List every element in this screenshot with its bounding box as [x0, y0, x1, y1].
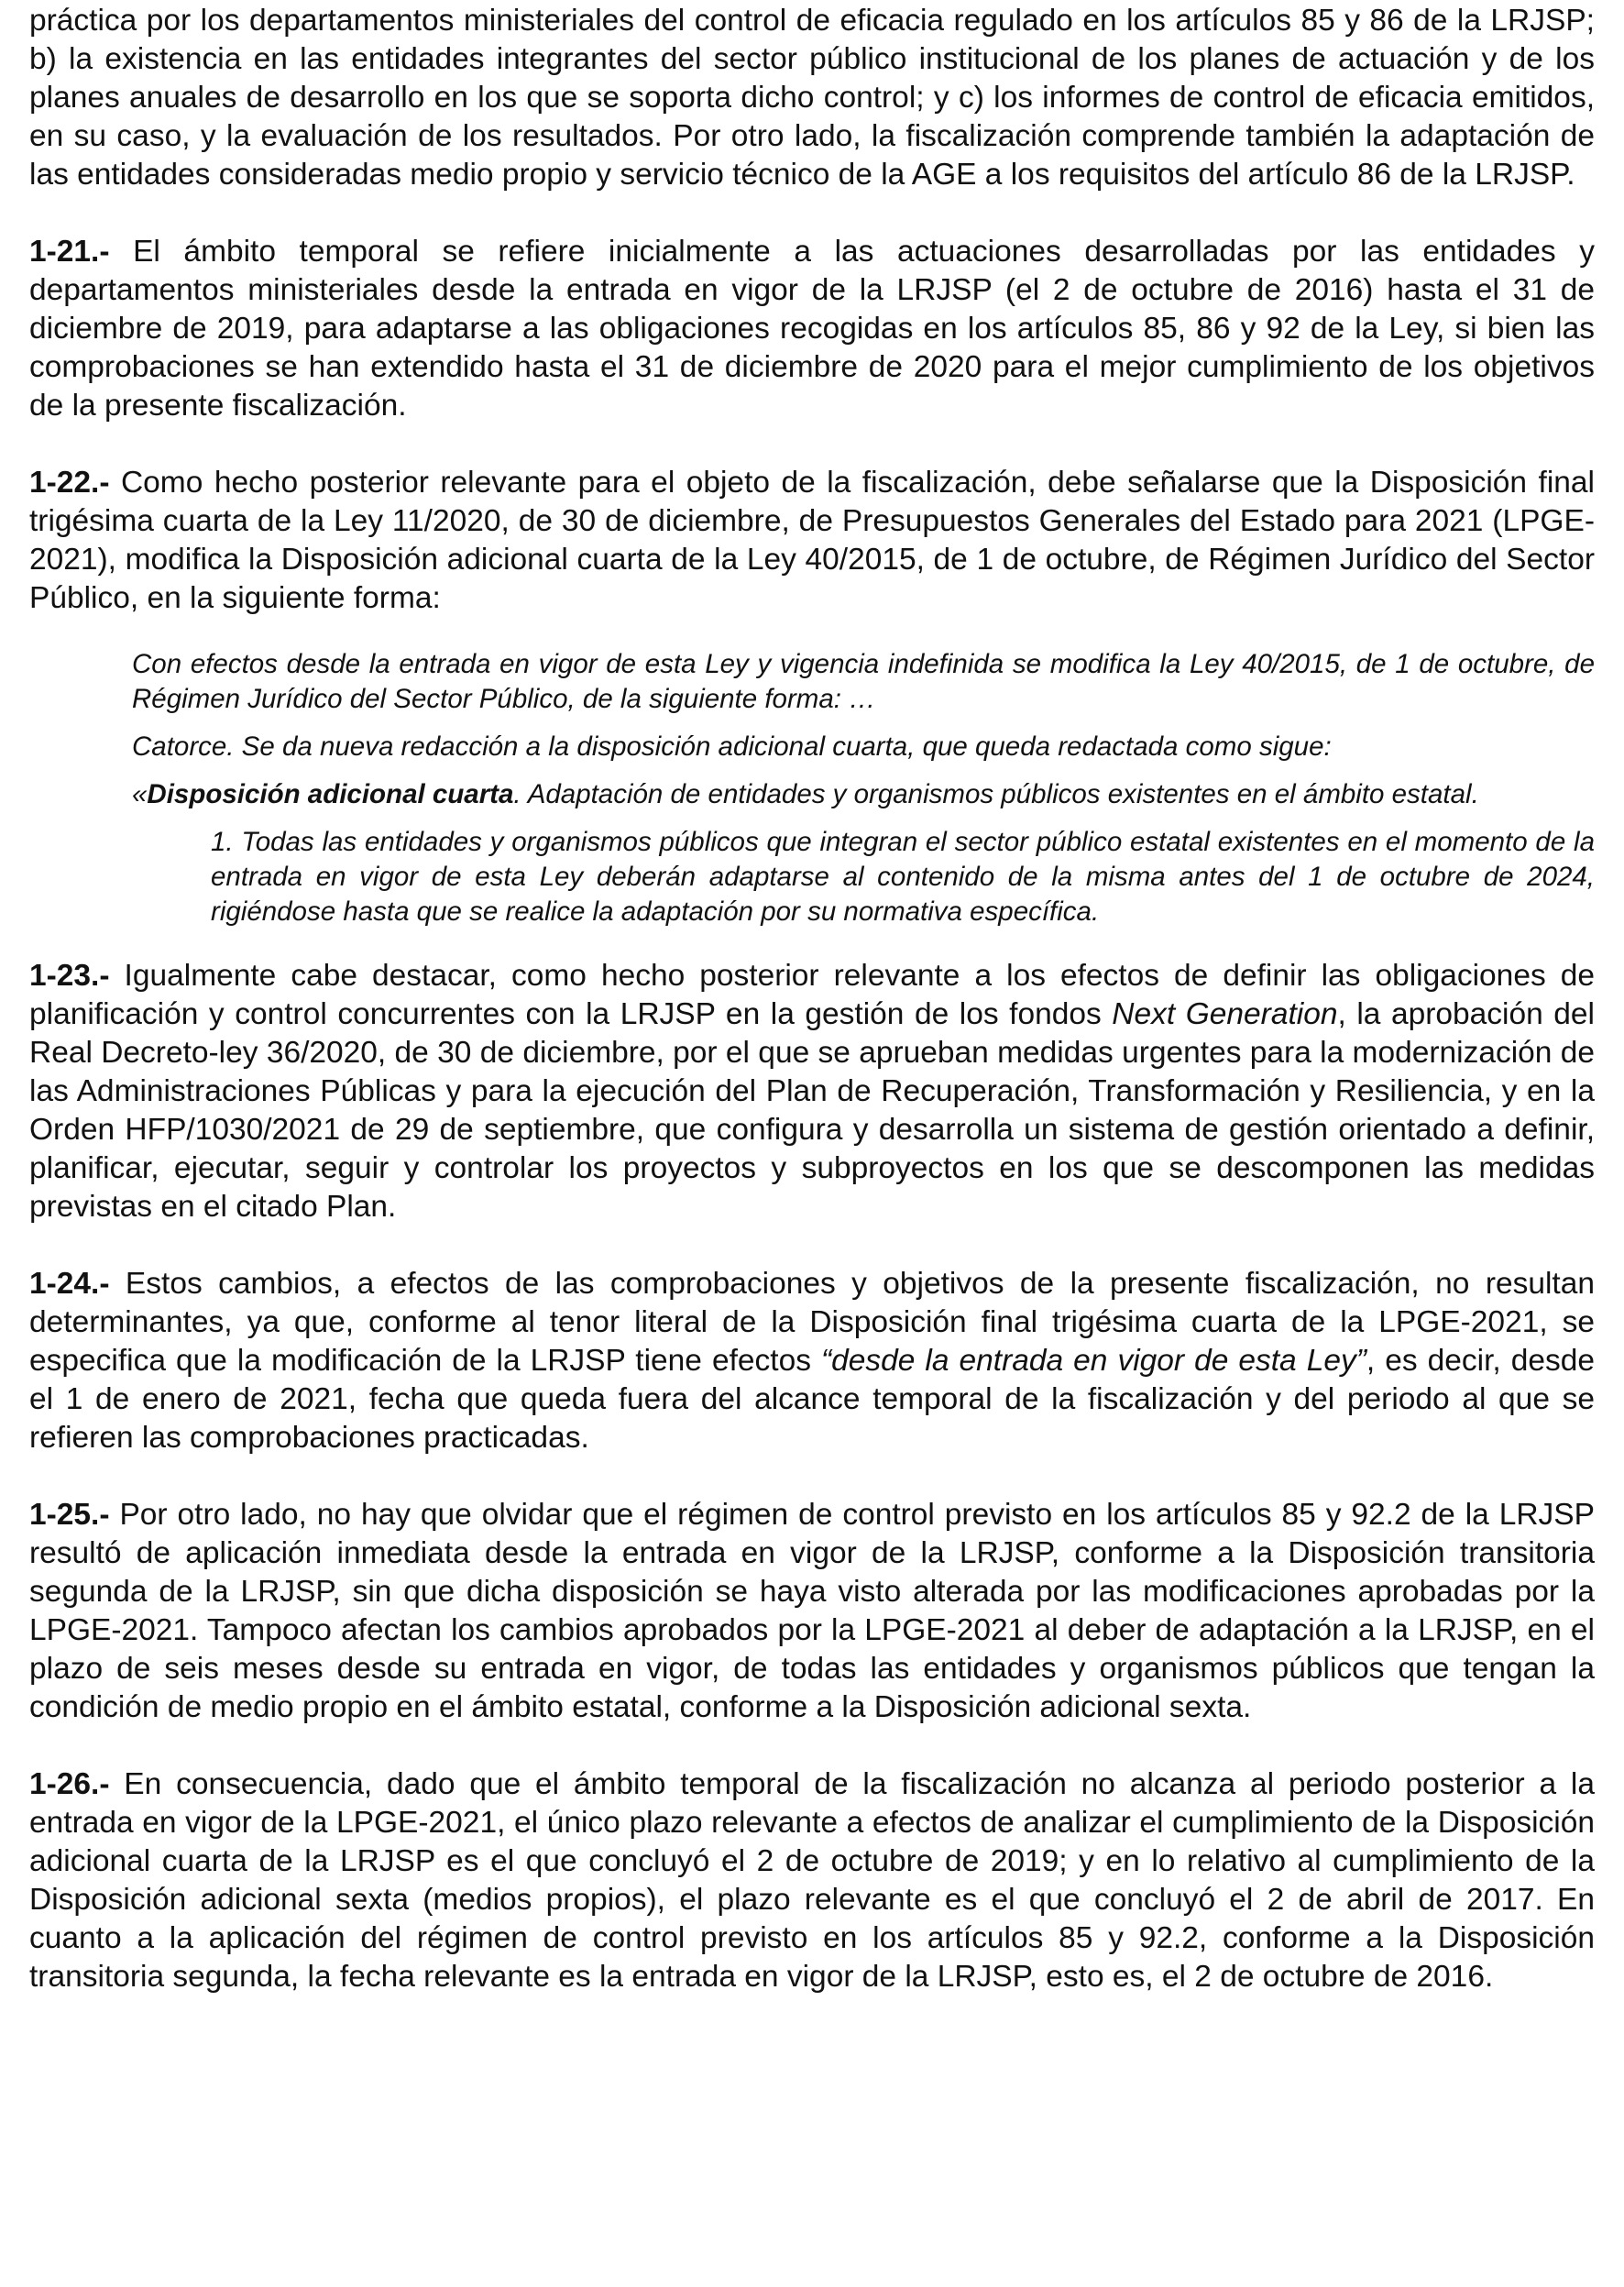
paragraph-text: , es decir, desde el 1 de enero de 2021, fecha que queda fuera del alcance temporal de la fiscalización y del periodo al que se refieren las comprobaciones practicadas.: [29, 1344, 1595, 1455]
paragraph-text: El ámbito temporal se refiere inicialmente a las actuaciones desarrolladas por las entidades y departamentos ministeriales desde la entrada en vigor de la LRJSP (el 2 de octubre de 2016) hasta el 31 de diciembre de 2019, para adaptarse a las obligaciones recogidas en los artículos 85, 86 y 92 de la Ley, si bien las comprobaciones se han extendido hasta el 31 de diciembre de 2020 para el mejor cumplimiento de los objetivos de la presente fiscalización.: [29, 235, 1595, 423]
quote-effects: [132, 647, 1595, 717]
paragraph-italic: “desde la entrada en vigor de esta Ley”: [820, 1344, 1366, 1378]
paragraph-intro-text: práctica por los departamentos ministeriales del control de eficacia regulado en los artículos 85 y 86 de la LRJSP; b) la existencia en las entidades integrantes del sector público institucional de los planes de actuación y de los planes anuales de desarrollo en los que se soporta dicho control; y c) los informes de control de eficacia emitidos, en su caso, y la evaluación de los resultados. Por otro lado, la fiscalización comprende también la adaptación de las entidades consideradas medio propio y servicio técnico de la AGE a los requisitos del artículo 86 de la LRJSP.: [29, 4, 1595, 192]
paragraph-number: 1-23.-: [29, 959, 110, 993]
paragraph-1-23: [29, 957, 1595, 1226]
quote-text: Con efectos desde la entrada en vigor de esta Ley y vigencia indefinida se modifica la Ley 40/2015, de 1 de octubre, de Régimen Jurídico del Sector Público, de la siguiente forma: …: [132, 649, 1595, 714]
paragraph-text: Igualmente cabe destacar, como hecho posterior relevante a los efectos de definir las obligaciones de planificación y control concurrentes con la LRJSP en la gestión de los fondos: [29, 959, 1595, 1031]
paragraph-1-24: [29, 1265, 1595, 1457]
quote-open-mark: «: [132, 779, 148, 809]
quote-bold-title: Disposición adicional cuarta: [147, 779, 514, 809]
quote-text: Catorce. Se da nueva redacción a la disposición adicional cuarta, que queda redactada como sigue:: [132, 731, 1332, 762]
paragraph-1-22: [29, 464, 1595, 618]
paragraph-intro: [29, 2, 1595, 194]
paragraph-text: Como hecho posterior relevante para el objeto de la fiscalización, debe señalarse que la Disposición final trigésima cuarta de la Ley 11/2020, de 30 de diciembre, de Presupuestos Generales del Estado para 2021 (LPGE-2021), modifica la Disposición adicional cuarta de la Ley 40/2015, de 1 de octubre, de Régimen Jurídico del Sector Público, en la siguiente forma:: [29, 466, 1595, 615]
paragraph-1-21: [29, 233, 1595, 425]
paragraph-number: 1-25.-: [29, 1498, 110, 1532]
quote-text: . Adaptación de entidades y organismos públicos existentes en el ámbito estatal.: [513, 779, 1479, 809]
quote-point-1: [211, 825, 1595, 929]
paragraph-text: Estos cambios, a efectos de las comprobaciones y objetivos de la presente fiscalización, no resultan determinantes, ya que, conforme al tenor literal de la Disposición final trigésima cuarta de la LPGE-2021, se especifica que la modificación de la LRJSP tiene efectos: [29, 1267, 1595, 1378]
quote-disposicion-title: [132, 777, 1595, 812]
document-page: [29, 0, 1595, 2035]
paragraph-text: Por otro lado, no hay que olvidar que el régimen de control previsto en los artículos 85 y 92.2 de la LRJSP resultó de aplicación inmediata desde la entrada en vigor de la LRJSP, conforme a la Disposición transitoria segunda de la LRJSP, sin que dicha disposición se haya visto alterada por las modificaciones aprobadas por la LPGE-2021. Tampoco afectan los cambios aprobados por la LPGE-2021 al deber de adaptación a la LRJSP, en el plazo de seis meses desde su entrada en vigor, de todas las entidades y organismos públicos que tengan la condición de medio propio en el ámbito estatal, conforme a la Disposición adicional sexta.: [29, 1498, 1595, 1724]
paragraph-text: , la aprobación del Real Decreto-ley 36/2020, de 30 de diciembre, por el que se aprueban medidas urgentes para la modernización de las Administraciones Públicas y para la ejecución del Plan de Recuperación, Transformación y Resiliencia, y en la Orden HFP/1030/2021 de 29 de septiembre, que configura y desarrolla un sistema de gestión orientado a definir, planificar, ejecutar, seguir y controlar los proyectos y subproyectos en los que se descomponen las medidas previstas en el citado Plan.: [29, 997, 1595, 1224]
paragraph-1-25: [29, 1496, 1595, 1727]
paragraph-number: 1-26.-: [29, 1767, 110, 1801]
quote-catorce: [132, 730, 1595, 764]
paragraph-1-26: [29, 1765, 1595, 1996]
quote-text: 1. Todas las entidades y organismos públicos que integran el sector público estatal existentes en el momento de la entrada en vigor de esta Ley deberán adaptarse al contenido de la misma antes del 1 de octubre de 2024, rigiéndose hasta que se realice la adaptación por su normativa específica.: [211, 827, 1595, 927]
paragraph-number: 1-21.-: [29, 235, 110, 269]
paragraph-text: En consecuencia, dado que el ámbito temporal de la fiscalización no alcanza al periodo posterior a la entrada en vigor de la LPGE-2021, el único plazo relevante a efectos de analizar el cumplimiento de la Disposición adicional cuarta de la LRJSP es el que concluyó el 2 de octubre de 2019; y en lo relativo al cumplimiento de la Disposición adicional sexta (medios propios), el plazo relevante es el que concluyó el 2 de abril de 2017. En cuanto a la aplicación del régimen de control previsto en los artículos 85 y 92.2, conforme a la Disposición transitoria segunda, la fecha relevante es la entrada en vigor de la LRJSP, esto es, el 2 de octubre de 2016.: [29, 1767, 1595, 1994]
paragraph-italic: Next Generation: [1112, 997, 1338, 1031]
paragraph-number: 1-24.-: [29, 1267, 110, 1301]
paragraph-number: 1-22.-: [29, 466, 110, 500]
